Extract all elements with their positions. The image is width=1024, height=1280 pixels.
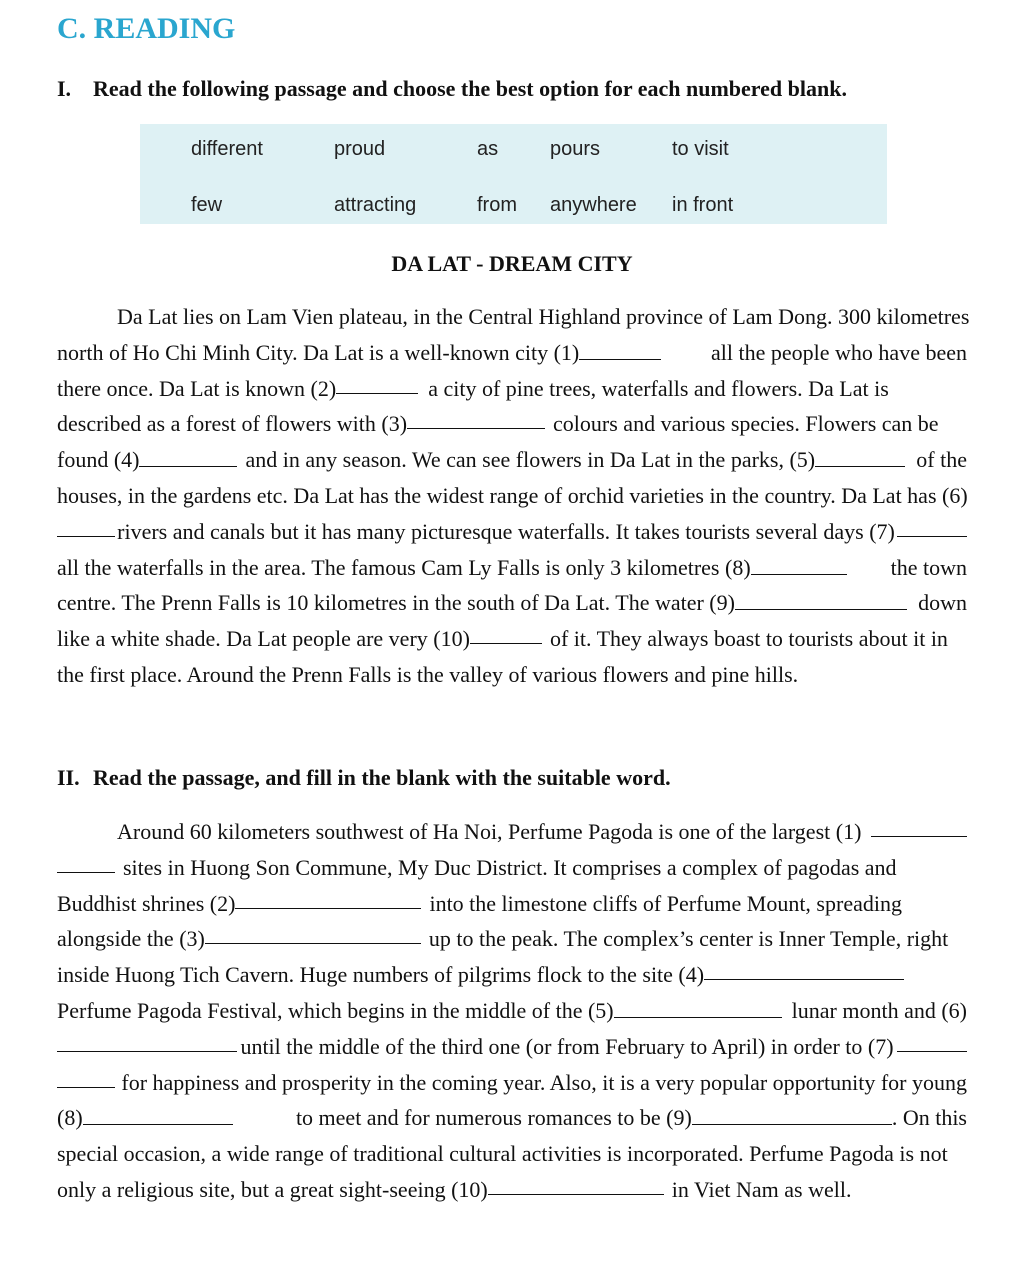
answer-blank-7[interactable] bbox=[897, 514, 967, 537]
passage-text: up to the peak. The complex’s center is Inner Temple, right bbox=[428, 926, 949, 952]
passage-text: of the bbox=[916, 447, 967, 473]
passage-text: alongside the (3) bbox=[57, 926, 205, 952]
passage-text: like a white shade. Da Lat people are very (10) bbox=[57, 626, 470, 652]
passage-text: described as a forest of flowers with (3) bbox=[57, 411, 408, 437]
section-title: C. READING bbox=[57, 12, 236, 45]
word-option: proud bbox=[334, 138, 386, 160]
answer-blank-1[interactable] bbox=[579, 337, 661, 360]
word-box-row-2 bbox=[140, 194, 887, 224]
passage-line bbox=[57, 371, 967, 407]
answer-blank-6[interactable] bbox=[57, 1029, 237, 1052]
answer-blank-5[interactable] bbox=[614, 995, 782, 1018]
passage-text: all the waterfalls in the area. The famous Cam Ly Falls is only 3 kilometres (8) bbox=[57, 554, 751, 580]
word-option: attracting bbox=[334, 194, 417, 216]
passage-text: into the limestone cliffs of Perfume Mount, spreading bbox=[429, 890, 902, 916]
passage-line bbox=[57, 850, 967, 886]
passage-text: houses, in the gardens etc. Da Lat has the widest range of orchid varieties in the country. Da Lat has (6) bbox=[57, 482, 968, 508]
passage-text: a city of pine trees, waterfalls and flowers. Da Lat is bbox=[428, 375, 889, 401]
answer-blank-10[interactable] bbox=[470, 621, 542, 644]
passage-text: until the middle of the third one (or from February to April) in order to (7) bbox=[240, 1033, 894, 1059]
word-option: in front bbox=[672, 194, 734, 216]
passage-line bbox=[57, 478, 967, 514]
passage-line bbox=[57, 886, 967, 922]
question-2-instruction: Read the passage, and fill in the blank with the suitable word. bbox=[93, 765, 671, 790]
question-1-heading bbox=[57, 76, 847, 102]
passage-line bbox=[57, 814, 967, 850]
answer-blank-3[interactable] bbox=[407, 406, 545, 429]
passage-line bbox=[57, 442, 967, 478]
answer-blank-3[interactable] bbox=[205, 921, 421, 944]
answer-blank-5[interactable] bbox=[815, 444, 905, 467]
passage-line bbox=[57, 921, 967, 957]
word-option: to visit bbox=[672, 138, 729, 160]
word-box-row-1 bbox=[140, 138, 887, 168]
passage-line bbox=[57, 550, 967, 586]
passage-1-title: DA LAT - DREAM CITY bbox=[391, 251, 633, 276]
passage-text: Buddhist shrines (2) bbox=[57, 890, 236, 916]
answer-blank-4[interactable] bbox=[704, 957, 904, 980]
passage-text: sites in Huong Son Commune, My Duc District. It comprises a complex of pagodas and bbox=[123, 854, 897, 880]
passage-text: north of Ho Chi Minh City. Da Lat is a well-known city (1) bbox=[57, 339, 580, 365]
answer-blank-9[interactable] bbox=[735, 587, 907, 610]
passage-line bbox=[57, 993, 967, 1029]
passage-1 bbox=[57, 299, 970, 693]
passage-text: the first place. Around the Prenn Falls is the valley of various flowers and pine hills. bbox=[57, 661, 799, 687]
answer-blank-1[interactable] bbox=[871, 814, 967, 837]
passage-text: Around 60 kilometers southwest of Ha Noi, Perfume Pagoda is one of the largest (1) bbox=[117, 819, 862, 844]
passage-text: lunar month and (6) bbox=[791, 997, 967, 1023]
passage-text: colours and various species. Flowers can be bbox=[553, 411, 939, 437]
passage-text: Perfume Pagoda Festival, which begins in the middle of the (5) bbox=[57, 997, 614, 1023]
passage-text: centre. The Prenn Falls is 10 kilometres in the south of Da Lat. The water (9) bbox=[57, 590, 735, 616]
passage-text: down bbox=[918, 590, 967, 616]
passage-line bbox=[57, 621, 967, 657]
passage-text: in Viet Nam as well. bbox=[671, 1176, 852, 1202]
passage-line bbox=[57, 1065, 967, 1101]
answer-blank-7-cont[interactable] bbox=[57, 1065, 115, 1088]
passage-text: Da Lat lies on Lam Vien plateau, in the Central Highland province of Lam Dong. 300 kilometres bbox=[117, 304, 970, 329]
passage-2 bbox=[57, 814, 967, 1208]
word-option: few bbox=[191, 194, 223, 216]
answer-blank-4[interactable] bbox=[139, 444, 237, 467]
answer-blank-7[interactable] bbox=[897, 1029, 967, 1052]
answer-blank-8[interactable] bbox=[83, 1102, 233, 1125]
word-option: anywhere bbox=[550, 194, 637, 216]
answer-blank-10[interactable] bbox=[488, 1172, 664, 1195]
passage-text: (8) bbox=[57, 1105, 83, 1131]
passage-text: inside Huong Tich Cavern. Huge numbers of pilgrims flock to the site (4) bbox=[57, 962, 705, 988]
question-1-number: I. bbox=[57, 76, 72, 101]
question-2-number: II. bbox=[57, 765, 80, 790]
passage-line bbox=[57, 299, 970, 335]
word-box bbox=[140, 124, 887, 224]
passage-text: there once. Da Lat is known (2) bbox=[57, 375, 337, 401]
passage-line bbox=[57, 1136, 967, 1172]
question-1-instruction: Read the following passage and choose the best option for each numbered blank. bbox=[93, 76, 847, 101]
question-2-heading bbox=[57, 765, 671, 791]
answer-blank-2[interactable] bbox=[336, 371, 418, 394]
passage-line bbox=[57, 514, 967, 550]
answer-blank-6[interactable] bbox=[57, 514, 115, 537]
answer-blank-9[interactable] bbox=[692, 1102, 892, 1125]
word-option: from bbox=[477, 194, 517, 216]
answer-blank-1-cont[interactable] bbox=[57, 850, 115, 873]
passage-text: to meet and for numerous romances to be (9) bbox=[295, 1105, 692, 1131]
passage-line bbox=[57, 657, 967, 693]
passage-text: rivers and canals but it has many picturesque waterfalls. It takes tourists several days (7) bbox=[117, 518, 895, 544]
passage-text: the town bbox=[890, 554, 967, 580]
word-option: different bbox=[191, 138, 263, 160]
passage-line bbox=[57, 406, 967, 442]
answer-blank-2[interactable] bbox=[235, 886, 421, 909]
passage-text: for happiness and prosperity in the coming year. Also, it is a very popular opportunity for young bbox=[121, 1069, 967, 1095]
answer-blank-8[interactable] bbox=[751, 552, 847, 575]
passage-line bbox=[57, 335, 967, 371]
passage-text: found (4) bbox=[57, 447, 140, 473]
passage-line bbox=[57, 1029, 967, 1065]
passage-line bbox=[57, 957, 967, 993]
passage-line bbox=[57, 585, 967, 621]
passage-text: of it. They always boast to tourists about it in bbox=[549, 626, 948, 652]
passage-text: . On this bbox=[891, 1105, 967, 1131]
passage-text: and in any season. We can see flowers in Da Lat in the parks, (5) bbox=[245, 447, 816, 473]
passage-line bbox=[57, 1172, 967, 1208]
passage-text: only a religious site, but a great sight-seeing (10) bbox=[57, 1176, 488, 1202]
passage-text: special occasion, a wide range of traditional cultural activities is incorporated. Perfume Pagoda is not bbox=[57, 1141, 948, 1167]
passage-text: all the people who have been bbox=[711, 339, 967, 365]
word-option: as bbox=[477, 138, 499, 160]
passage-line bbox=[57, 1100, 967, 1136]
word-option: pours bbox=[550, 138, 601, 160]
